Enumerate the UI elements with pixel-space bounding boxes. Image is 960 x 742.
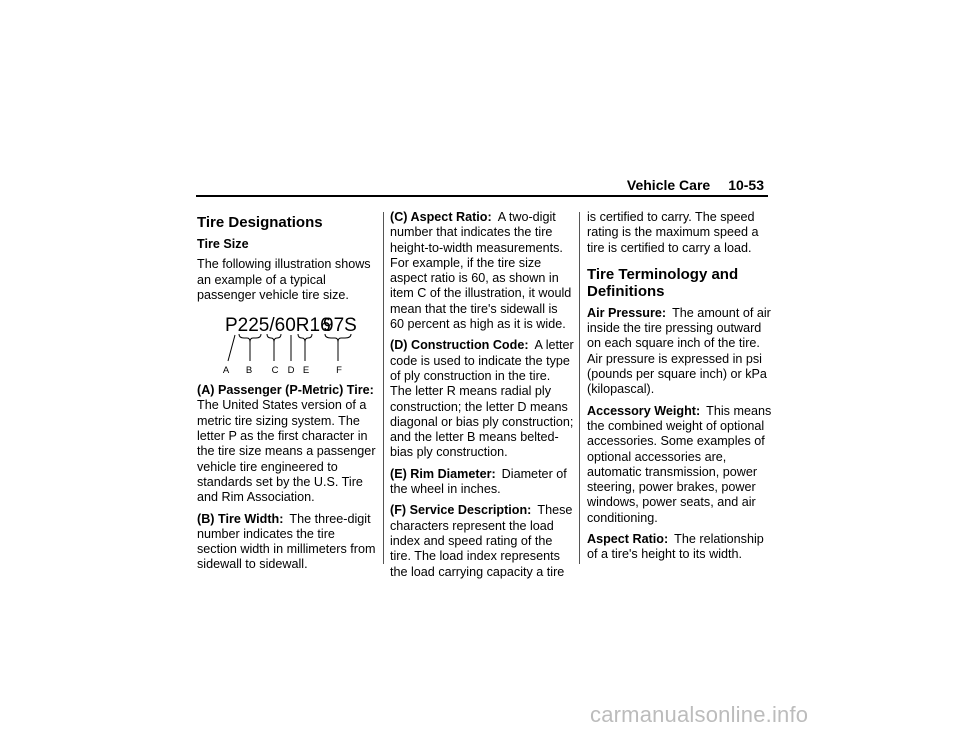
column-3: [587, 210, 772, 569]
text-f: These characters represent the load index and speed rating of the tire. The load index represents the load carrying capacity a tire: [390, 503, 573, 579]
definition-a: [197, 383, 377, 505]
label-b: B: [245, 365, 253, 377]
term-air-pressure: Air Pressure:: [587, 305, 667, 320]
page-number: 10-53: [728, 177, 764, 193]
pointer-a: [228, 335, 235, 361]
term-f: (F) Service Description:: [390, 503, 532, 518]
text-e: Diameter of the wheel in inches.: [390, 466, 567, 497]
intro-paragraph: The following illustration shows an example of a typical passenger vehicle tire size.: [197, 257, 371, 302]
text-c: A two-digit number that indicates the tire height-to-width measurements. For example, if the tire size aspect ratio is 60, as shown in item C of the illustration, it would mean that the tire's sidewall is 60 percent as high as it is wide.: [390, 210, 572, 332]
subheading-tire-size: Tire Size: [197, 237, 249, 251]
definition-e: [390, 467, 575, 498]
text-b: The three-digit number indicates the tire section width in millimeters from sidewall to sidewall.: [197, 511, 376, 572]
section-heading-tire-designations: Tire Designations: [197, 214, 323, 231]
text-aspect-ratio: The relationship of a tire's height to its width.: [587, 532, 764, 562]
label-c: C: [271, 365, 279, 377]
column-2: [390, 210, 575, 586]
continued-text: is certified to carry. The speed rating is the maximum speed a tire is certified to carry a load.: [587, 210, 759, 255]
definition-f: [390, 503, 575, 579]
text-a: The United States version of a metric tire sizing system. The letter P as the first character in the tire size means a passenger vehicle tire engineered to standards set by the U.S. Tire and Rim Association.: [197, 398, 376, 505]
tire-size-diagram: [197, 309, 377, 377]
text-accessory-weight: This means the combined weight of optional accessories. Some examples of optional accessories are, automatic transmission, power steering, power brakes, power windows, power seats, and air conditioning.: [587, 403, 772, 525]
label-d: D: [287, 365, 295, 377]
definition-aspect-ratio: [587, 532, 772, 563]
section-title: Vehicle Care: [626, 177, 711, 193]
term-aspect-ratio: Aspect Ratio:: [587, 532, 669, 547]
term-c: (C) Aspect Ratio:: [390, 210, 492, 224]
definition-air-pressure: [587, 306, 772, 398]
section-heading-terminology: Tire Terminology and Definitions: [587, 265, 739, 300]
label-f: F: [336, 365, 342, 377]
definition-b: [197, 512, 377, 573]
term-b: (B) Tire Width:: [197, 511, 284, 526]
watermark: carmanualsonline.info: [590, 702, 809, 727]
tire-code-main: P225/60R16: [225, 315, 331, 337]
column-divider-2: [579, 212, 580, 564]
label-e: E: [302, 365, 310, 377]
tire-size-illustration: [197, 309, 377, 377]
definition-d: [390, 338, 575, 460]
text-air-pressure: The amount of air inside the tire pressing outward on each square inch of the tire. Air pressure is expressed in psi (pounds per square inch) or kPa (kilopascal).: [587, 305, 771, 397]
column-divider-1: [383, 212, 384, 564]
tire-code-service: 97S: [323, 315, 357, 337]
text-d: A letter code is used to indicate the type of ply construction in the tire. The letter R means radial ply construction; the letter D means diagonal or bias ply construction; and the letter B means belted-bias ply construction.: [390, 338, 574, 460]
definition-c: [390, 210, 575, 332]
definition-accessory-weight: [587, 404, 772, 526]
column-1: [197, 210, 377, 579]
term-e: (E) Rim Diameter:: [390, 466, 496, 481]
label-a: A: [222, 365, 230, 377]
header-rule: [196, 195, 768, 197]
term-d: (D) Construction Code:: [390, 338, 529, 353]
pointer-lines: [228, 334, 351, 361]
header-right: [627, 177, 764, 193]
term-accessory-weight: Accessory Weight:: [587, 403, 701, 418]
term-a: (A) Passenger (P-Metric) Tire:: [197, 383, 374, 398]
